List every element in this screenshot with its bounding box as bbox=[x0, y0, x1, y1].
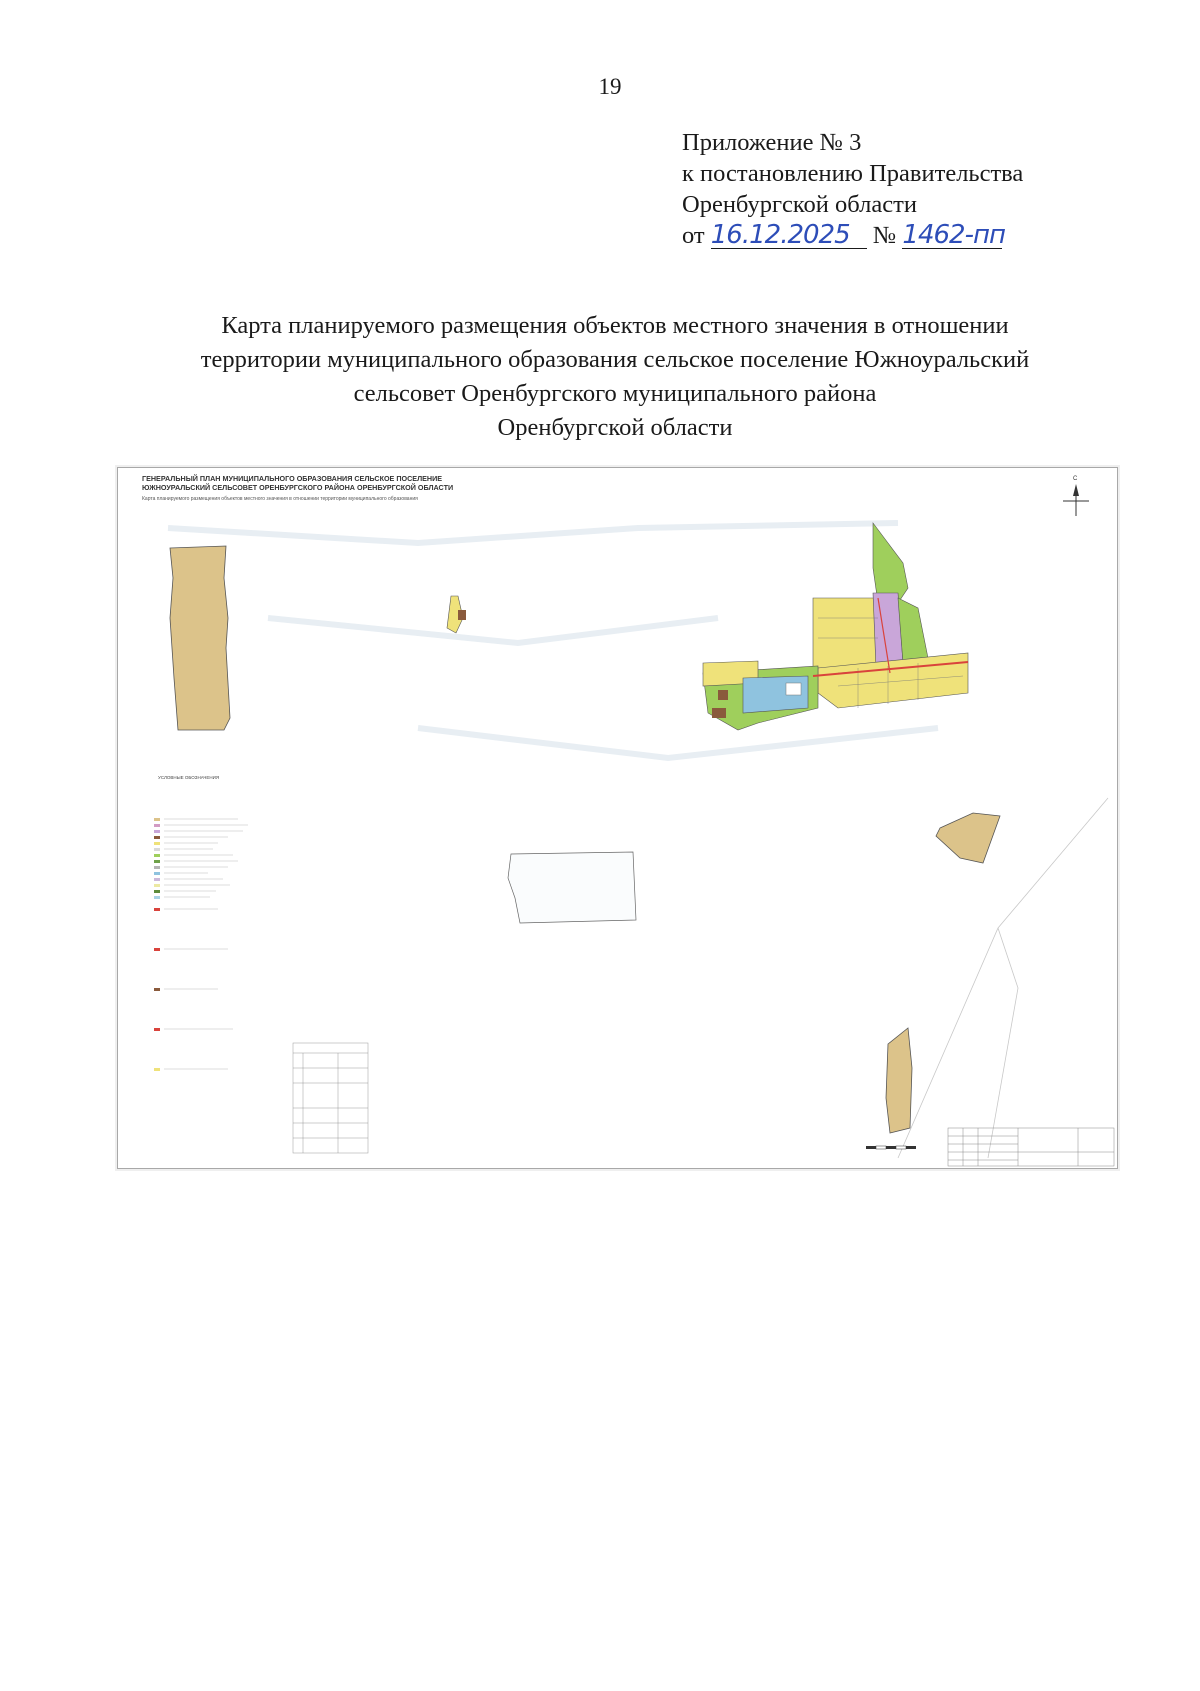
general-plan-map bbox=[117, 467, 1118, 1169]
parcel-small-north-block bbox=[458, 610, 466, 620]
parcel-south-sand bbox=[886, 1028, 912, 1133]
boundary-lines bbox=[898, 798, 1108, 1158]
appendix-line-2: к постановлению Правительства bbox=[682, 160, 1024, 187]
title-block bbox=[948, 1128, 1114, 1166]
appendix-line-1: Приложение № 3 bbox=[682, 129, 862, 156]
appendix-line-3: Оренбургской области bbox=[682, 191, 917, 218]
date-prefix: от bbox=[682, 222, 705, 249]
document-title bbox=[100, 309, 1130, 445]
map-subheader: Карта планируемого размещения объектов местного значения в отношении территории муниципального образования bbox=[142, 496, 418, 502]
handwritten-number: 1462-пп bbox=[902, 220, 1005, 250]
map-data-table bbox=[293, 1043, 368, 1153]
parcel-left-sand bbox=[170, 546, 230, 730]
map-header-line-2: ЮЖНОУРАЛЬСКИЙ СЕЛЬСОВЕТ ОРЕНБУРГСКОГО РАЙОНА ОРЕНБУРГСКОЙ ОБЛАСТИ bbox=[142, 483, 454, 492]
appendix-header bbox=[682, 127, 1023, 251]
page-number: 19 bbox=[598, 74, 622, 99]
title-line-1: Карта планируемого размещения объектов местного значения в отношении bbox=[221, 312, 1009, 339]
legend-title: УСЛОВНЫЕ ОБОЗНАЧЕНИЯ bbox=[158, 775, 220, 780]
parcel-east-sand bbox=[936, 813, 1000, 863]
appendix-date-line bbox=[682, 220, 1023, 251]
map-header-line-1: ГЕНЕРАЛЬНЫЙ ПЛАН МУНИЦИПАЛЬНОГО ОБРАЗОВАНИЯ СЕЛЬСКОЕ ПОСЕЛЕНИЕ bbox=[142, 474, 443, 483]
map-legend bbox=[154, 818, 248, 1071]
title-line-3: сельсовет Оренбургского муниципального района bbox=[353, 380, 877, 407]
north-arrow-icon bbox=[1061, 476, 1091, 516]
title-line-2: территории муниципального образования сельское поселение Южноуральский bbox=[200, 346, 1030, 373]
north-label: С bbox=[1073, 476, 1078, 482]
map-drawing bbox=[118, 468, 1117, 1168]
settlement-cluster bbox=[703, 523, 968, 730]
handwritten-date: 16.12.2025 bbox=[711, 222, 867, 249]
parcel-central-boundary bbox=[508, 852, 636, 923]
scale-bar bbox=[866, 1146, 916, 1149]
title-line-4: Оренбургской области bbox=[497, 414, 733, 441]
number-prefix: № bbox=[872, 222, 897, 249]
